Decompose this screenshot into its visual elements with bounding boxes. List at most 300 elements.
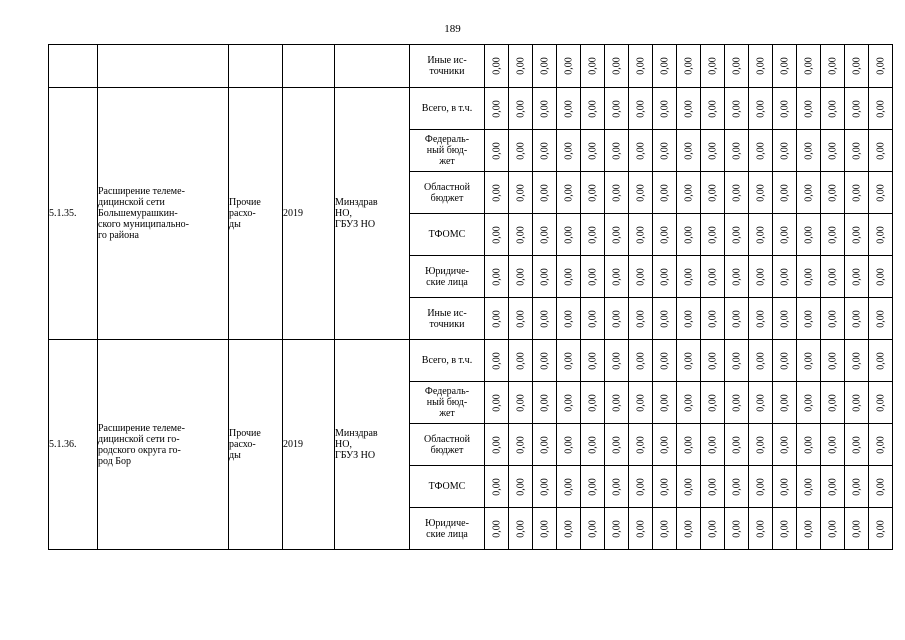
value-cell [797,45,821,88]
value-cell [869,298,893,340]
value-text: 0,00 [539,225,550,244]
value-text: 0,00 [539,99,550,118]
value-cell [533,382,557,424]
value-text: 0,00 [611,393,622,412]
value-text: 0,00 [851,477,862,496]
value-text: 0,00 [683,141,694,160]
value-cell [677,130,701,172]
value-text: 0,00 [803,309,814,328]
value-text: 0,00 [707,99,718,118]
empty-cell [283,45,335,88]
value-text: 0,00 [779,141,790,160]
value-text: 0,00 [587,309,598,328]
value-cell [725,382,749,424]
value-cell [821,172,845,214]
value-cell [485,508,509,550]
value-cell [845,130,869,172]
value-text: 0,00 [659,183,670,202]
value-cell [509,340,533,382]
value-text: 0,00 [875,393,886,412]
value-cell [509,130,533,172]
value-text: 0,00 [659,225,670,244]
value-text: 0,00 [539,267,550,286]
value-text: 0,00 [803,267,814,286]
value-text: 0,00 [563,267,574,286]
value-cell [557,340,581,382]
value-cell [821,466,845,508]
value-cell [557,256,581,298]
value-cell [629,340,653,382]
value-text: 0,00 [731,309,742,328]
value-cell [773,130,797,172]
value-cell [821,424,845,466]
value-text: 0,00 [587,393,598,412]
value-text: 0,00 [875,57,886,75]
value-cell [653,508,677,550]
value-cell [677,214,701,256]
value-text: 0,00 [635,393,646,412]
value-cell [605,130,629,172]
value-cell [581,45,605,88]
value-cell [869,466,893,508]
value-cell [797,256,821,298]
value-cell [605,382,629,424]
value-cell [749,340,773,382]
value-cell [749,45,773,88]
value-text: 0,00 [851,183,862,202]
value-text: 0,00 [875,435,886,454]
value-cell [725,45,749,88]
value-text: 0,00 [731,183,742,202]
value-text: 0,00 [707,183,718,202]
value-cell [821,382,845,424]
value-cell [629,382,653,424]
value-text: 0,00 [707,393,718,412]
value-text: 0,00 [587,477,598,496]
value-cell [869,382,893,424]
source-label: ТФОМС [410,214,485,256]
value-cell [653,382,677,424]
value-cell [629,214,653,256]
value-text: 0,00 [587,267,598,286]
value-text: 0,00 [563,183,574,202]
value-cell [701,298,725,340]
value-text: 0,00 [779,57,790,75]
value-cell [605,298,629,340]
value-text: 0,00 [755,393,766,412]
source-label: Юридиче- ские лица [410,256,485,298]
value-cell [821,45,845,88]
value-text: 0,00 [515,99,526,118]
value-cell [485,172,509,214]
value-text: 0,00 [515,267,526,286]
value-cell [485,256,509,298]
value-cell [533,214,557,256]
item-executor: Минздрав НО, ГБУЗ НО [335,88,410,340]
value-text: 0,00 [563,435,574,454]
value-cell [701,508,725,550]
value-cell [701,340,725,382]
value-cell [485,88,509,130]
value-cell [749,298,773,340]
value-cell [749,214,773,256]
value-cell [773,508,797,550]
value-cell [629,508,653,550]
value-text: 0,00 [731,519,742,538]
value-text: 0,00 [827,225,838,244]
value-cell [677,382,701,424]
value-text: 0,00 [755,351,766,370]
value-text: 0,00 [755,225,766,244]
value-cell [581,88,605,130]
value-text: 0,00 [827,99,838,118]
empty-cell [98,45,229,88]
value-cell [509,382,533,424]
value-text: 0,00 [875,183,886,202]
source-label: Всего, в т.ч. [410,340,485,382]
empty-cell [49,45,98,88]
value-text: 0,00 [731,393,742,412]
value-text: 0,00 [659,519,670,538]
value-cell [773,214,797,256]
value-text: 0,00 [611,141,622,160]
value-cell [845,214,869,256]
value-cell [821,298,845,340]
value-cell [533,466,557,508]
value-cell [797,214,821,256]
value-text: 0,00 [779,183,790,202]
value-text: 0,00 [515,435,526,454]
value-text: 0,00 [827,393,838,412]
value-text: 0,00 [611,309,622,328]
value-text: 0,00 [683,309,694,328]
value-text: 0,00 [635,99,646,118]
value-cell [869,424,893,466]
value-cell [485,382,509,424]
value-cell [869,256,893,298]
value-cell [557,172,581,214]
value-text: 0,00 [587,351,598,370]
value-text: 0,00 [851,519,862,538]
value-cell [845,45,869,88]
value-text: 0,00 [707,351,718,370]
value-text: 0,00 [491,183,502,202]
value-cell [605,214,629,256]
value-text: 0,00 [635,477,646,496]
value-text: 0,00 [779,351,790,370]
value-cell [653,214,677,256]
value-cell [821,256,845,298]
value-cell [653,45,677,88]
value-text: 0,00 [755,183,766,202]
value-cell [821,340,845,382]
value-cell [509,214,533,256]
value-cell [557,298,581,340]
value-cell [773,45,797,88]
value-text: 0,00 [683,519,694,538]
value-text: 0,00 [683,267,694,286]
value-cell [701,382,725,424]
value-text: 0,00 [875,477,886,496]
item-name: Расширение телеме- дицинской сети го- родского округа го- род Бор [98,340,229,550]
source-label: Федераль- ный бюд- жет [410,382,485,424]
value-text: 0,00 [827,477,838,496]
value-cell [557,424,581,466]
value-text: 0,00 [803,351,814,370]
value-cell [629,130,653,172]
value-cell [845,298,869,340]
value-cell [509,508,533,550]
source-label: Иные ис- точники [410,298,485,340]
value-text: 0,00 [851,309,862,328]
value-text: 0,00 [611,477,622,496]
value-text: 0,00 [803,519,814,538]
value-text: 0,00 [851,351,862,370]
value-text: 0,00 [803,393,814,412]
value-cell [557,45,581,88]
value-text: 0,00 [683,225,694,244]
value-cell [869,214,893,256]
value-text: 0,00 [875,225,886,244]
value-cell [557,130,581,172]
expense-type: Прочие расхо- ды [229,340,283,550]
value-cell [797,466,821,508]
value-cell [701,88,725,130]
value-cell [773,424,797,466]
value-cell [485,424,509,466]
value-text: 0,00 [851,267,862,286]
value-cell [749,130,773,172]
value-cell [749,88,773,130]
value-text: 0,00 [851,393,862,412]
value-text: 0,00 [803,477,814,496]
value-text: 0,00 [539,351,550,370]
value-text: 0,00 [707,477,718,496]
value-cell [701,424,725,466]
value-text: 0,00 [707,141,718,160]
page-number: 189 [444,23,461,35]
value-cell [557,382,581,424]
value-text: 0,00 [659,477,670,496]
value-text: 0,00 [875,99,886,118]
value-text: 0,00 [731,351,742,370]
value-text: 0,00 [611,99,622,118]
value-cell [653,466,677,508]
value-cell [701,130,725,172]
value-cell [797,382,821,424]
value-text: 0,00 [803,99,814,118]
value-cell [557,88,581,130]
value-text: 0,00 [515,225,526,244]
value-text: 0,00 [587,141,598,160]
value-cell [725,298,749,340]
value-cell [509,466,533,508]
value-cell [653,298,677,340]
value-text: 0,00 [563,393,574,412]
value-text: 0,00 [707,225,718,244]
value-cell [677,45,701,88]
value-cell [701,256,725,298]
value-cell [725,424,749,466]
value-cell [557,214,581,256]
value-cell [869,340,893,382]
value-text: 0,00 [515,183,526,202]
value-cell [821,88,845,130]
value-cell [629,88,653,130]
value-text: 0,00 [779,309,790,328]
value-cell [605,424,629,466]
value-cell [701,466,725,508]
value-text: 0,00 [827,183,838,202]
value-text: 0,00 [587,435,598,454]
value-cell [509,172,533,214]
value-text: 0,00 [755,267,766,286]
value-text: 0,00 [731,225,742,244]
value-cell [749,424,773,466]
value-cell [605,256,629,298]
value-text: 0,00 [659,267,670,286]
value-text: 0,00 [803,225,814,244]
value-cell [701,45,725,88]
value-cell [797,130,821,172]
value-text: 0,00 [803,183,814,202]
value-cell [677,424,701,466]
value-text: 0,00 [491,351,502,370]
value-cell [845,466,869,508]
item-number: 5.1.36. [49,340,98,550]
value-text: 0,00 [731,477,742,496]
value-cell [629,424,653,466]
value-cell [605,88,629,130]
value-text: 0,00 [707,57,718,75]
value-cell [629,172,653,214]
value-text: 0,00 [635,309,646,328]
value-text: 0,00 [755,99,766,118]
value-cell [605,508,629,550]
value-cell [581,340,605,382]
value-cell [749,508,773,550]
value-cell [533,298,557,340]
value-text: 0,00 [515,141,526,160]
value-cell [677,466,701,508]
value-text: 0,00 [875,519,886,538]
value-text: 0,00 [683,351,694,370]
value-cell [509,424,533,466]
value-text: 0,00 [515,57,526,75]
value-text: 0,00 [539,57,550,75]
value-text: 0,00 [563,519,574,538]
value-cell [845,424,869,466]
value-text: 0,00 [779,225,790,244]
value-text: 0,00 [611,225,622,244]
value-cell [485,466,509,508]
value-text: 0,00 [779,435,790,454]
value-text: 0,00 [779,99,790,118]
value-cell [533,130,557,172]
value-cell [533,88,557,130]
value-cell [533,45,557,88]
value-cell [653,340,677,382]
value-text: 0,00 [515,477,526,496]
value-text: 0,00 [707,435,718,454]
value-cell [629,466,653,508]
value-text: 0,00 [635,435,646,454]
value-cell [509,45,533,88]
value-text: 0,00 [827,309,838,328]
value-text: 0,00 [659,141,670,160]
value-text: 0,00 [539,519,550,538]
value-text: 0,00 [827,267,838,286]
value-text: 0,00 [491,225,502,244]
empty-cell [335,45,410,88]
value-text: 0,00 [851,225,862,244]
value-text: 0,00 [755,141,766,160]
value-cell [749,256,773,298]
value-cell [869,508,893,550]
value-text: 0,00 [827,435,838,454]
value-cell [653,172,677,214]
value-text: 0,00 [659,351,670,370]
value-cell [653,424,677,466]
value-cell [509,88,533,130]
value-text: 0,00 [515,351,526,370]
value-text: 0,00 [587,519,598,538]
value-text: 0,00 [803,141,814,160]
value-cell [869,130,893,172]
value-text: 0,00 [827,351,838,370]
value-cell [773,466,797,508]
item-name: Расширение телеме- дицинской сети Большемурашкин- ского муниципально- го района [98,88,229,340]
value-text: 0,00 [611,183,622,202]
value-cell [773,298,797,340]
value-text: 0,00 [803,435,814,454]
value-cell [845,172,869,214]
value-text: 0,00 [635,519,646,538]
value-text: 0,00 [875,141,886,160]
value-cell [701,214,725,256]
expense-type: Прочие расхо- ды [229,88,283,340]
value-cell [677,340,701,382]
value-text: 0,00 [635,351,646,370]
value-text: 0,00 [731,435,742,454]
value-text: 0,00 [491,435,502,454]
value-cell [653,130,677,172]
value-cell [797,340,821,382]
value-text: 0,00 [659,435,670,454]
value-cell [485,214,509,256]
value-text: 0,00 [539,435,550,454]
value-cell [869,45,893,88]
item-executor: Минздрав НО, ГБУЗ НО [335,340,410,550]
value-cell [581,466,605,508]
value-text: 0,00 [563,141,574,160]
value-cell [773,172,797,214]
source-label: Всего, в т.ч. [410,88,485,130]
value-text: 0,00 [563,351,574,370]
value-cell [773,256,797,298]
value-text: 0,00 [635,141,646,160]
value-text: 0,00 [539,477,550,496]
value-text: 0,00 [875,351,886,370]
value-text: 0,00 [635,183,646,202]
value-text: 0,00 [539,141,550,160]
value-text: 0,00 [539,393,550,412]
value-cell [509,298,533,340]
value-cell [725,214,749,256]
value-cell [581,214,605,256]
value-text: 0,00 [779,393,790,412]
value-cell [581,256,605,298]
